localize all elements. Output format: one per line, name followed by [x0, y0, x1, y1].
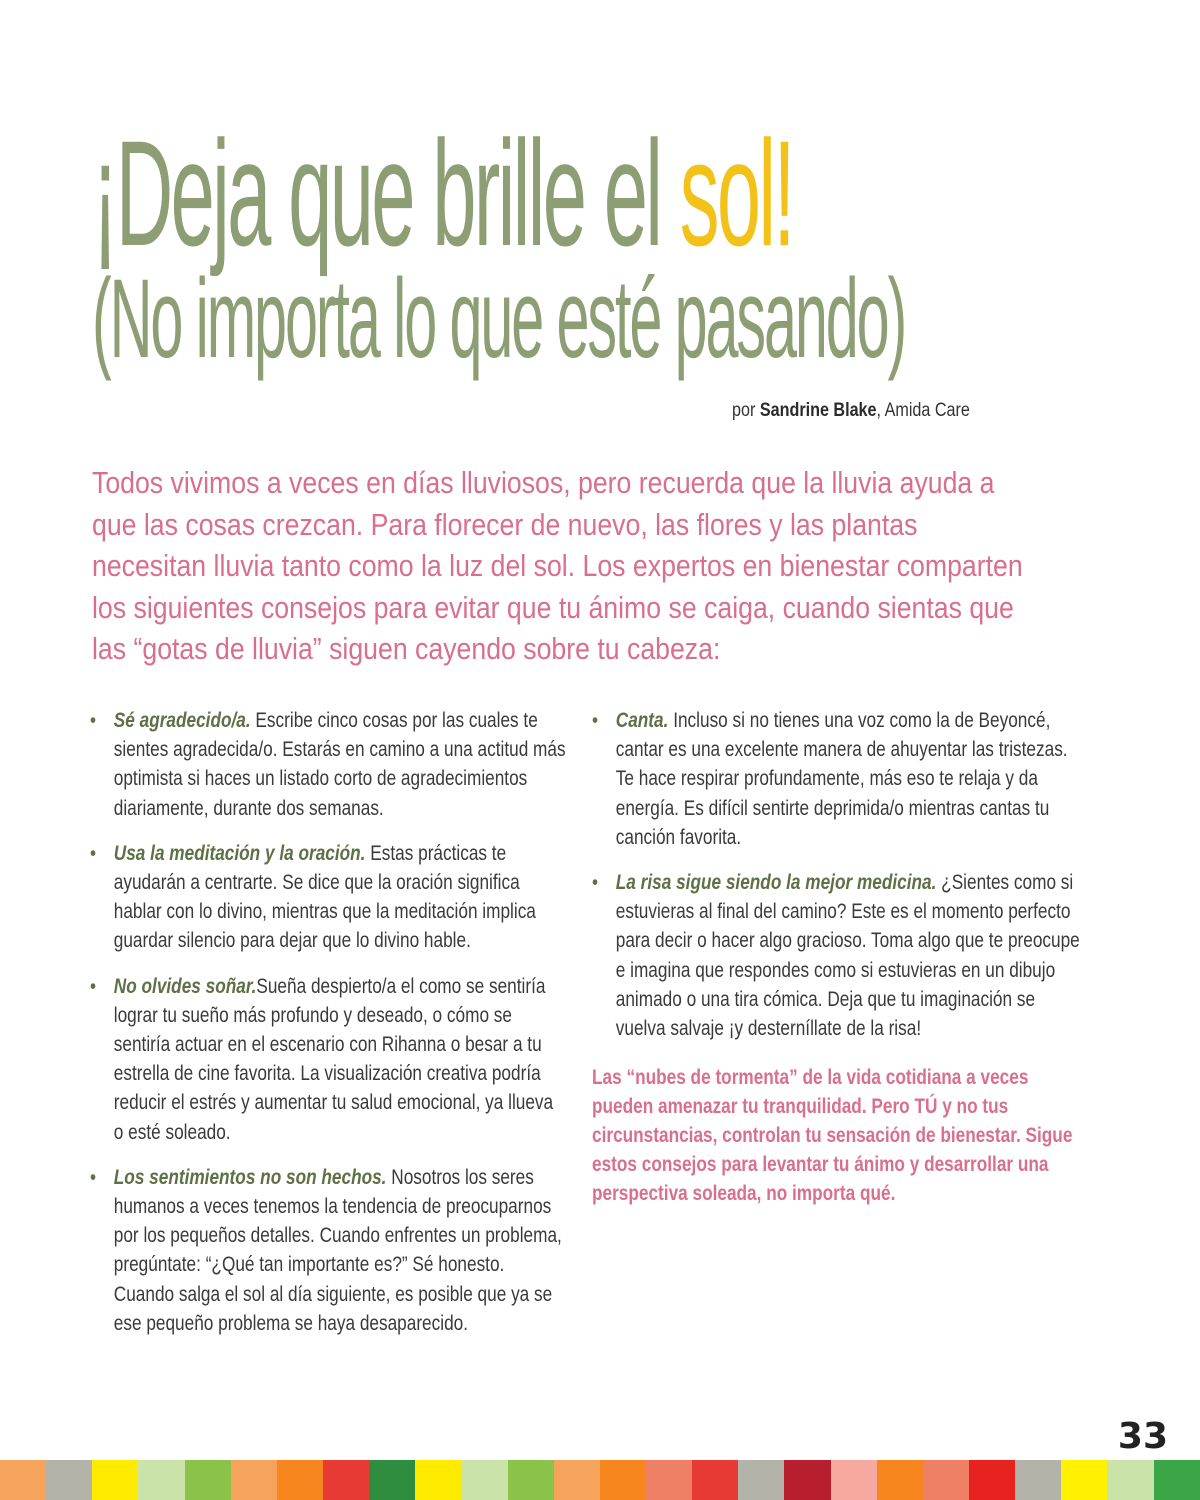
- stripe-segment: [0, 1460, 46, 1500]
- stripe-segment: [277, 1460, 323, 1500]
- tip-item: [90, 839, 566, 956]
- bullet-icon: •: [592, 871, 599, 895]
- stripe-segment: [784, 1460, 830, 1500]
- title-text: ¡Deja que brille el: [92, 109, 680, 277]
- tip-body: Escribe cinco cosas por las cuales te sientes agradecida/o. Estarás en camino a una actitud más optimista si haces un listado corto de agradecimientos diariamente, durante dos semanas.: [113, 709, 566, 820]
- bullet-icon: •: [90, 709, 97, 732]
- stripe-segment: [138, 1460, 184, 1500]
- stripe-segment: [46, 1460, 92, 1500]
- stripe-segment: [323, 1460, 369, 1500]
- page-number: 33: [1117, 1416, 1168, 1457]
- stripe-segment: [231, 1460, 277, 1500]
- stripe-segment: [508, 1460, 554, 1500]
- tip-body: Nosotros los seres humanos a veces tenemos la tendencia de preocuparnos por los pequeños detalles. Cuando enfrentes un problema, pregúntate: “¿Qué tan importante es?” Sé honesto. Cuando salga el sol al día siguiente, es posible que ya se ese pequeño problema se haya desaparecido.: [113, 1165, 562, 1335]
- stripe-segment: [646, 1460, 692, 1500]
- stripe-segment: [92, 1460, 138, 1500]
- left-column: [90, 706, 566, 1354]
- title-main: [92, 109, 793, 277]
- stripe-segment: [1015, 1460, 1061, 1500]
- stripe-segment: [600, 1460, 646, 1500]
- bullet-icon: •: [90, 974, 97, 998]
- bullet-icon: •: [592, 709, 599, 732]
- title-accent-word: sol!: [679, 109, 793, 277]
- stripe-segment: [1107, 1460, 1153, 1500]
- tip-heading: Sé agradecido/a.: [113, 709, 251, 732]
- stripe-segment: [185, 1460, 231, 1500]
- closing-paragraph: Las “nubes de tormenta” de la vida cotidiana a veces pueden amenazar tu tranquilidad. Pero TÚ y no tus circunstancias, controlan tu sensación de bienestar. Sigue estos consejos para levantar tu ánimo y desarrollar una perspectiva soleada, no importa qué.: [592, 1066, 1073, 1206]
- intro-paragraph: Todos vivimos a veces en días lluviosos, pero recuerda que la lluvia ayuda a que las cosas crezcan. Para florecer de nuevo, las flores y las plantas necesitan lluvia tanto como la luz del sol. Los expertos en bienestar comparten los siguientes consejos para evitar que tu ánimo se caiga, cuando sientas que las “gotas de lluvia” siguen cayendo sobre tu cabeza:: [92, 465, 1023, 666]
- stripe-segment: [877, 1460, 923, 1500]
- tip-heading: Los sentimientos no son hechos.: [113, 1165, 387, 1189]
- stripe-segment: [1061, 1460, 1107, 1500]
- stripe-segment: [554, 1460, 600, 1500]
- right-column: [592, 706, 1084, 1208]
- bullet-icon: •: [90, 841, 97, 865]
- tip-item: [90, 1163, 566, 1338]
- tip-heading: No olvides soñar.: [113, 974, 257, 998]
- tip-item: [592, 706, 1084, 852]
- stripe-segment: [831, 1460, 877, 1500]
- byline-organization: , Amida Care: [876, 400, 970, 421]
- tip-body: ¿Sientes como si estuvieras al final del camino? Este es el momento perfecto para decir o hacer algo gracioso. Toma algo que te preocupe e imagina que respondes como si estuvieras en un dibujo animado o una tira cómica. Deja que tu imaginación se vuelva salvaje ¡y desterníllate de la risa!: [615, 871, 1080, 1041]
- stripe-segment: [461, 1460, 507, 1500]
- tip-item: [90, 706, 566, 823]
- bullet-icon: •: [90, 1165, 97, 1189]
- stripe-segment: [1154, 1460, 1200, 1500]
- tip-heading: Usa la meditación y la oración.: [113, 841, 366, 865]
- tip-body: Estas prácticas te ayudarán a centrarte. Se dice que la oración significa hablar con lo divino, mientras que la meditación implica guardar silencio para dejar que lo divino hable.: [113, 841, 536, 953]
- stripe-segment: [923, 1460, 969, 1500]
- byline-prefix: por: [732, 400, 760, 421]
- stripe-segment: [738, 1460, 784, 1500]
- tip-heading: Canta.: [615, 709, 669, 732]
- tip-item: [90, 972, 566, 1147]
- color-stripe: [0, 1460, 1200, 1500]
- stripe-segment: [969, 1460, 1015, 1500]
- tip-body: Sueña despierto/a el como se sentiría lograr tu sueño más profundo y deseado, o cómo se sentiría actuar en el escenario con Rihanna o besar a tu estrella de cine favorita. La visualización creativa podría reducir el estrés y aumentar tu salud emocional, ya llueva o esté soleado.: [113, 974, 554, 1144]
- stripe-segment: [692, 1460, 738, 1500]
- tip-heading: La risa sigue siendo la mejor medicina.: [615, 871, 937, 895]
- stripe-segment: [415, 1460, 461, 1500]
- tip-item: [592, 868, 1084, 1043]
- byline: [732, 400, 970, 422]
- article-title: [92, 109, 1092, 381]
- stripe-segment: [369, 1460, 415, 1500]
- tip-body: Incluso si no tienes una voz como la de Beyoncé, cantar es una excelente manera de ahuyentar las tristezas. Te hace respirar profundamente, más eso te relaja y da energía. Es difícil sentirte deprimida/o mientras cantas tu canción favorita.: [615, 709, 1068, 849]
- author-name: Sandrine Blake: [759, 400, 877, 421]
- article-subtitle: (No importa lo que esté pasando): [92, 256, 906, 381]
